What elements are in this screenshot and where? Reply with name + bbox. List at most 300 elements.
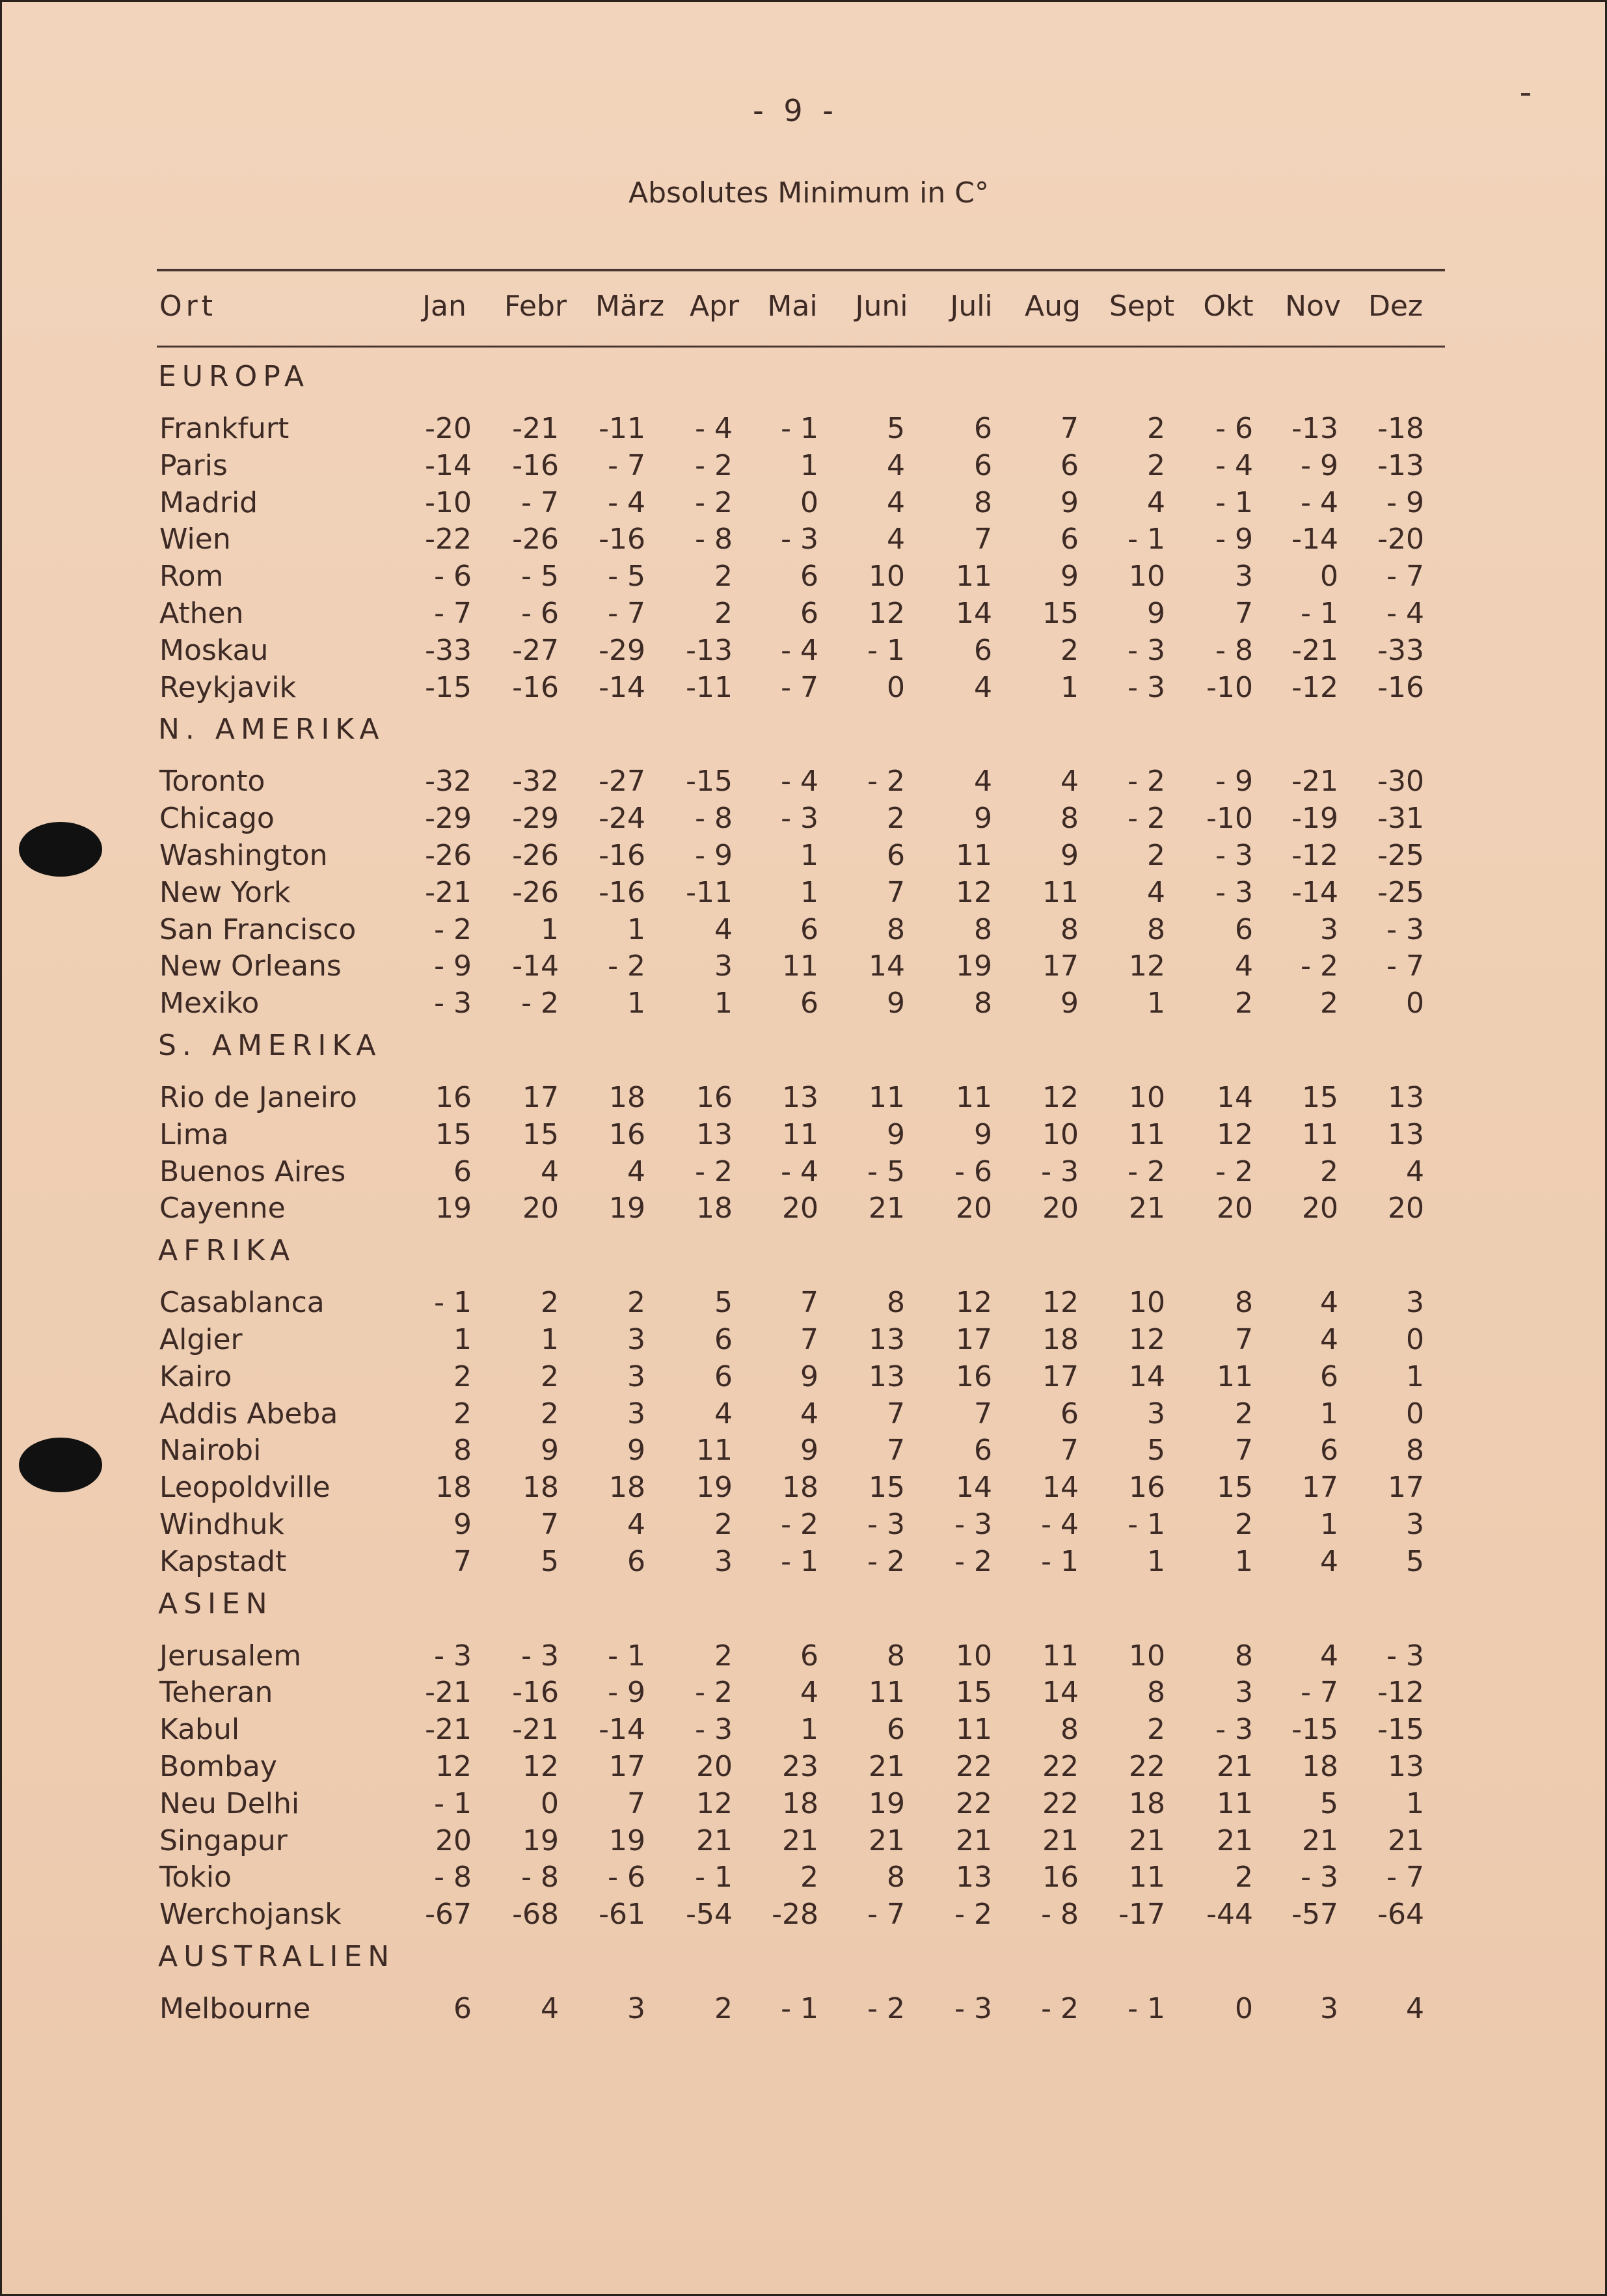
temperature-value: 1	[800, 449, 818, 482]
temperature-value: 4	[1147, 486, 1165, 519]
temperature-value: 17	[1302, 1471, 1338, 1504]
temperature-value: 11	[1042, 876, 1079, 909]
temperature-value: 2	[714, 597, 733, 630]
temperature-value: - 3	[695, 1713, 733, 1746]
temperature-value: 6	[800, 1639, 818, 1673]
temperature-value: - 1	[1301, 597, 1338, 630]
temperature-value: 1	[627, 913, 645, 946]
temperature-value: 17	[1042, 950, 1079, 983]
temperature-value: 9	[1060, 486, 1079, 519]
table-row	[2, 671, 1607, 707]
temperature-value: 22	[1042, 1787, 1079, 1820]
temperature-value: 14	[956, 597, 992, 630]
temperature-value: 4	[887, 486, 905, 519]
temperature-value: 4	[541, 1992, 559, 2025]
place-name: New Orleans	[159, 950, 342, 983]
temperature-value: 11	[869, 1081, 905, 1114]
place-name: Teheran	[159, 1676, 273, 1709]
temperature-value: 12	[1217, 1118, 1253, 1151]
temperature-value: 20	[956, 1192, 992, 1225]
temperature-value: 2	[714, 1992, 733, 2025]
temperature-value: 8	[453, 1434, 472, 1467]
temperature-value: 6	[1320, 1434, 1338, 1467]
page-number: - 9 -	[753, 93, 839, 128]
temperature-value: -21	[512, 412, 559, 445]
temperature-value: 17	[1388, 1471, 1424, 1504]
temperature-value: -64	[1377, 1898, 1424, 1931]
temperature-value: 6	[1060, 1397, 1079, 1430]
temperature-value: 9	[453, 1508, 472, 1541]
table-row	[2, 802, 1607, 838]
temperature-value: 16	[1129, 1471, 1165, 1504]
temperature-value: 1	[627, 987, 645, 1020]
temperature-value: 1	[1406, 1360, 1424, 1393]
temperature-value: 1	[1147, 987, 1165, 1020]
table-row	[2, 765, 1607, 801]
temperature-value: -28	[772, 1898, 818, 1931]
temperature-value: 9	[800, 1360, 818, 1393]
temperature-value: -15	[1291, 1713, 1338, 1746]
temperature-value: - 4	[695, 412, 733, 445]
temperature-value: -16	[1377, 671, 1424, 704]
temperature-value: 2	[1235, 1508, 1253, 1541]
temperature-value: 11	[1129, 1861, 1165, 1894]
temperature-value: 8	[1060, 1713, 1079, 1746]
temperature-value: 7	[1235, 1434, 1253, 1467]
temperature-value: 7	[800, 1323, 818, 1356]
temperature-value: -19	[1291, 802, 1338, 835]
temperature-value: 1	[1060, 671, 1079, 704]
temperature-value: 6	[453, 1992, 472, 2025]
temperature-value: 4	[1060, 765, 1079, 798]
temperature-value: 0	[1406, 1397, 1424, 1430]
temperature-value: - 8	[1215, 634, 1253, 667]
temperature-value: 10	[1129, 1639, 1165, 1673]
temperature-value: 6	[887, 839, 905, 872]
temperature-value: 2	[887, 802, 905, 835]
temperature-value: 7	[887, 876, 905, 909]
temperature-value: 8	[1235, 1286, 1253, 1319]
temperature-value: 6	[1060, 449, 1079, 482]
temperature-value: 1	[1235, 1545, 1253, 1578]
temperature-value: - 1	[1128, 1508, 1165, 1541]
temperature-value: 8	[887, 913, 905, 946]
temperature-value: - 1	[781, 412, 818, 445]
temperature-value: 7	[1235, 597, 1253, 630]
temperature-value: 15	[1042, 597, 1079, 630]
temperature-value: 20	[1302, 1192, 1338, 1225]
temperature-value: -29	[599, 634, 645, 667]
temperature-value: 7	[1235, 1323, 1253, 1356]
temperature-value: 7	[627, 1787, 645, 1820]
place-name: Bombay	[159, 1750, 277, 1783]
temperature-value: 3	[1320, 913, 1338, 946]
temperature-value: -11	[686, 671, 733, 704]
temperature-value: 22	[1129, 1750, 1165, 1783]
temperature-value: 7	[541, 1508, 559, 1541]
temperature-value: - 9	[1386, 486, 1424, 519]
temperature-value: 19	[435, 1192, 472, 1225]
place-name: Chicago	[159, 802, 275, 835]
temperature-value: 12	[1129, 1323, 1165, 1356]
temperature-value: 8	[1060, 913, 1079, 946]
temperature-value: - 7	[1386, 950, 1424, 983]
temperature-value: 6	[974, 634, 992, 667]
temperature-value: 2	[1147, 412, 1165, 445]
temperature-value: 6	[800, 987, 818, 1020]
temperature-value: 11	[1217, 1787, 1253, 1820]
temperature-value: 4	[800, 1676, 818, 1709]
temperature-value: 11	[956, 1713, 992, 1746]
place-name: Nairobi	[159, 1434, 262, 1467]
temperature-value: -18	[1377, 412, 1424, 445]
temperature-value: 3	[1235, 1676, 1253, 1709]
temperature-value: 1	[800, 876, 818, 909]
table-top-rule	[157, 269, 1445, 271]
temperature-value: - 3	[1215, 876, 1253, 909]
temperature-value: 9	[974, 1118, 992, 1151]
temperature-value: 15	[1217, 1471, 1253, 1504]
place-name: Windhuk	[159, 1508, 284, 1541]
temperature-value: -16	[512, 1676, 559, 1709]
place-name: Lima	[159, 1118, 229, 1151]
temperature-value: 6	[800, 913, 818, 946]
temperature-value: 14	[956, 1471, 992, 1504]
temperature-value: 16	[609, 1118, 645, 1151]
temperature-value: 20	[696, 1750, 733, 1783]
temperature-value: 21	[1129, 1824, 1165, 1857]
temperature-value: 12	[869, 597, 905, 630]
temperature-value: -21	[425, 1713, 472, 1746]
temperature-value: - 3	[1386, 1639, 1424, 1673]
temperature-value: - 8	[434, 1861, 472, 1894]
temperature-value: - 3	[781, 802, 818, 835]
temperature-value: -29	[425, 802, 472, 835]
temperature-value: - 2	[1128, 802, 1165, 835]
table-row	[2, 987, 1607, 1023]
temperature-value: - 8	[695, 802, 733, 835]
table-row	[2, 913, 1607, 950]
temperature-value: -31	[1377, 802, 1424, 835]
temperature-value: 12	[1042, 1081, 1079, 1114]
temperature-value: 9	[887, 1118, 905, 1151]
place-name: Leopoldville	[159, 1471, 331, 1504]
place-name: Rom	[159, 560, 224, 593]
temperature-value: - 7	[434, 597, 472, 630]
temperature-value: 10	[1129, 560, 1165, 593]
column-header-month: März	[595, 290, 665, 323]
temperature-value: 3	[627, 1397, 645, 1430]
table-row	[2, 634, 1607, 670]
temperature-value: 2	[453, 1360, 472, 1393]
temperature-value: 1	[453, 1323, 472, 1356]
temperature-value: 11	[1042, 1639, 1079, 1673]
region-heading: S. AMERIKA	[158, 1029, 382, 1062]
temperature-value: 13	[782, 1081, 818, 1114]
temperature-value: 14	[1129, 1360, 1165, 1393]
temperature-value: 4	[1320, 1545, 1338, 1578]
temperature-value: 4	[887, 523, 905, 556]
temperature-value: 4	[1147, 876, 1165, 909]
temperature-value: 11	[1302, 1118, 1338, 1151]
temperature-value: -16	[599, 839, 645, 872]
temperature-value: -14	[425, 449, 472, 482]
temperature-value: -14	[599, 671, 645, 704]
temperature-value: - 7	[608, 597, 645, 630]
temperature-value: 9	[627, 1434, 645, 1467]
temperature-value: -21	[425, 1676, 472, 1709]
temperature-value: 2	[714, 560, 733, 593]
temperature-value: 8	[974, 987, 992, 1020]
place-name: Mexiko	[159, 987, 260, 1020]
temperature-value: -20	[1377, 523, 1424, 556]
temperature-value: 6	[800, 560, 818, 593]
temperature-value: -17	[1118, 1898, 1165, 1931]
place-name: Kabul	[159, 1713, 240, 1746]
temperature-value: 8	[1147, 913, 1165, 946]
temperature-value: 15	[435, 1118, 472, 1151]
table-row	[2, 1397, 1607, 1434]
table-row	[2, 1286, 1607, 1322]
temperature-value: 18	[609, 1471, 645, 1504]
temperature-value: - 2	[434, 913, 472, 946]
temperature-value: 21	[1302, 1824, 1338, 1857]
temperature-value: - 3	[1386, 913, 1424, 946]
temperature-value: 6	[1060, 523, 1079, 556]
temperature-value: 3	[1147, 1397, 1165, 1430]
temperature-value: 2	[1147, 449, 1165, 482]
temperature-value: 12	[1129, 950, 1165, 983]
temperature-value: 21	[1388, 1824, 1424, 1857]
temperature-value: -67	[425, 1898, 472, 1931]
column-header-month: Jan	[422, 290, 466, 323]
temperature-value: 4	[714, 913, 733, 946]
temperature-value: 19	[609, 1824, 645, 1857]
temperature-value: 19	[956, 950, 992, 983]
temperature-value: -12	[1291, 671, 1338, 704]
temperature-value: 17	[956, 1323, 992, 1356]
temperature-value: 2	[1235, 1397, 1253, 1430]
temperature-value: - 2	[521, 987, 559, 1020]
temperature-value: 8	[887, 1861, 905, 1894]
temperature-value: 3	[714, 950, 733, 983]
temperature-value: - 1	[781, 1545, 818, 1578]
temperature-value: 5	[1320, 1787, 1338, 1820]
temperature-value: - 9	[434, 950, 472, 983]
temperature-value: -11	[686, 876, 733, 909]
temperature-value: 1	[800, 1713, 818, 1746]
table-row	[2, 1081, 1607, 1117]
temperature-value: 20	[1388, 1192, 1424, 1225]
temperature-value: 4	[1235, 950, 1253, 983]
temperature-value: - 6	[1215, 412, 1253, 445]
temperature-value: -26	[512, 523, 559, 556]
temperature-value: 20	[1042, 1192, 1079, 1225]
temperature-value: - 2	[867, 765, 905, 798]
temperature-value: 14	[1042, 1676, 1079, 1709]
temperature-value: 19	[696, 1471, 733, 1504]
temperature-value: -12	[1377, 1676, 1424, 1709]
temperature-value: 11	[1217, 1360, 1253, 1393]
temperature-value: 20	[782, 1192, 818, 1225]
temperature-value: 3	[714, 1545, 733, 1578]
temperature-value: 1	[714, 987, 733, 1020]
temperature-value: 4	[887, 449, 905, 482]
temperature-value: - 6	[521, 597, 559, 630]
temperature-value: 11	[956, 560, 992, 593]
temperature-value: 17	[1042, 1360, 1079, 1393]
column-header-month: Dez	[1368, 290, 1424, 323]
place-name: Paris	[159, 449, 228, 482]
temperature-value: - 3	[1301, 1861, 1338, 1894]
table-row	[2, 1861, 1607, 1897]
place-name: Cayenne	[159, 1192, 286, 1225]
temperature-value: 8	[887, 1639, 905, 1673]
temperature-value: 1	[541, 1323, 559, 1356]
temperature-value: 0	[1320, 560, 1338, 593]
temperature-value: -27	[599, 765, 645, 798]
region-heading: AUSTRALIEN	[158, 1940, 396, 1973]
temperature-value: - 8	[521, 1861, 559, 1894]
region-heading: EUROPA	[158, 360, 310, 393]
temperature-value: 23	[782, 1750, 818, 1783]
temperature-value: 7	[1060, 412, 1079, 445]
temperature-value: 4	[627, 1508, 645, 1541]
temperature-value: 2	[1320, 987, 1338, 1020]
temperature-value: -26	[425, 839, 472, 872]
place-name: Washington	[159, 839, 328, 872]
place-name: Madrid	[159, 486, 258, 519]
temperature-value: - 6	[434, 560, 472, 593]
temperature-value: 1	[800, 839, 818, 872]
temperature-value: 16	[435, 1081, 472, 1114]
table-row	[2, 486, 1607, 523]
temperature-value: -20	[425, 412, 472, 445]
temperature-value: - 3	[521, 1639, 559, 1673]
temperature-value: - 6	[954, 1155, 992, 1188]
temperature-value: 15	[869, 1471, 905, 1504]
temperature-value: - 9	[1301, 449, 1338, 482]
temperature-value: 4	[1406, 1155, 1424, 1188]
temperature-value: 4	[1406, 1992, 1424, 2025]
temperature-value: 4	[541, 1155, 559, 1188]
temperature-value: - 5	[521, 560, 559, 593]
table-row	[2, 1155, 1607, 1192]
temperature-value: 22	[956, 1750, 992, 1783]
temperature-value: 4	[627, 1155, 645, 1188]
temperature-value: - 1	[608, 1639, 645, 1673]
temperature-value: 1	[1320, 1508, 1338, 1541]
temperature-value: -10	[425, 486, 472, 519]
table-row	[2, 1192, 1607, 1228]
temperature-value: 11	[956, 1081, 992, 1114]
temperature-value: 5	[1147, 1434, 1165, 1467]
temperature-value: -68	[512, 1898, 559, 1931]
temperature-value: -26	[512, 876, 559, 909]
temperature-value: - 4	[1301, 486, 1338, 519]
temperature-value: 2	[1147, 839, 1165, 872]
temperature-value: 16	[1042, 1861, 1079, 1894]
temperature-value: -14	[1291, 876, 1338, 909]
temperature-value: - 4	[1215, 449, 1253, 482]
temperature-value: 6	[800, 597, 818, 630]
temperature-value: 20	[435, 1824, 472, 1857]
temperature-value: -14	[599, 1713, 645, 1746]
column-header-month: Nov	[1285, 290, 1341, 323]
place-name: Werchojansk	[159, 1898, 342, 1931]
column-header-month: Apr	[689, 290, 740, 323]
temperature-value: -30	[1377, 765, 1424, 798]
temperature-value: - 4	[1386, 597, 1424, 630]
temperature-value: - 5	[608, 560, 645, 593]
temperature-value: 17	[522, 1081, 559, 1114]
temperature-value: - 7	[781, 671, 818, 704]
temperature-value: 18	[609, 1081, 645, 1114]
temperature-value: 2	[453, 1397, 472, 1430]
temperature-value: 2	[714, 1508, 733, 1541]
temperature-value: 21	[1129, 1192, 1165, 1225]
temperature-value: 0	[800, 486, 818, 519]
temperature-value: - 7	[867, 1898, 905, 1931]
temperature-value: -27	[512, 634, 559, 667]
temperature-value: 6	[1320, 1360, 1338, 1393]
temperature-value: -16	[599, 523, 645, 556]
temperature-value: 21	[869, 1824, 905, 1857]
temperature-value: 8	[1406, 1434, 1424, 1467]
temperature-value: -13	[686, 634, 733, 667]
temperature-value: 21	[782, 1824, 818, 1857]
temperature-value: - 3	[1215, 839, 1253, 872]
temperature-value: 12	[435, 1750, 472, 1783]
temperature-value: 3	[627, 1360, 645, 1393]
temperature-value: 6	[974, 1434, 992, 1467]
place-name: Athen	[159, 597, 244, 630]
place-name: Wien	[159, 523, 231, 556]
temperature-value: 9	[1060, 839, 1079, 872]
place-name: Toronto	[159, 765, 265, 798]
temperature-value: 1	[1320, 1397, 1338, 1430]
temperature-value: 5	[1406, 1545, 1424, 1578]
temperature-value: - 2	[695, 1676, 733, 1709]
column-header-month: Juli	[950, 290, 993, 323]
temperature-value: 8	[1147, 1676, 1165, 1709]
temperature-value: 13	[869, 1360, 905, 1393]
temperature-value: 3	[1235, 560, 1253, 593]
temperature-value: 2	[541, 1286, 559, 1319]
temperature-value: -57	[1291, 1898, 1338, 1931]
temperature-value: - 3	[867, 1508, 905, 1541]
temperature-value: 7	[887, 1397, 905, 1430]
temperature-value: 10	[1042, 1118, 1079, 1151]
temperature-value: 4	[974, 671, 992, 704]
place-name: San Francisco	[159, 913, 357, 946]
temperature-value: 21	[956, 1824, 992, 1857]
temperature-value: - 2	[695, 486, 733, 519]
temperature-value: 11	[696, 1434, 733, 1467]
temperature-value: 18	[522, 1471, 559, 1504]
table-row	[2, 1508, 1607, 1544]
temperature-value: -32	[512, 765, 559, 798]
temperature-value: - 7	[1386, 560, 1424, 593]
table-row	[2, 1992, 1607, 2029]
column-header-month: Okt	[1203, 290, 1254, 323]
table-row	[2, 1118, 1607, 1155]
temperature-value: 6	[974, 412, 992, 445]
temperature-value: 7	[1060, 1434, 1079, 1467]
temperature-value: 6	[714, 1323, 733, 1356]
table-row	[2, 560, 1607, 596]
temperature-value: - 3	[1128, 671, 1165, 704]
